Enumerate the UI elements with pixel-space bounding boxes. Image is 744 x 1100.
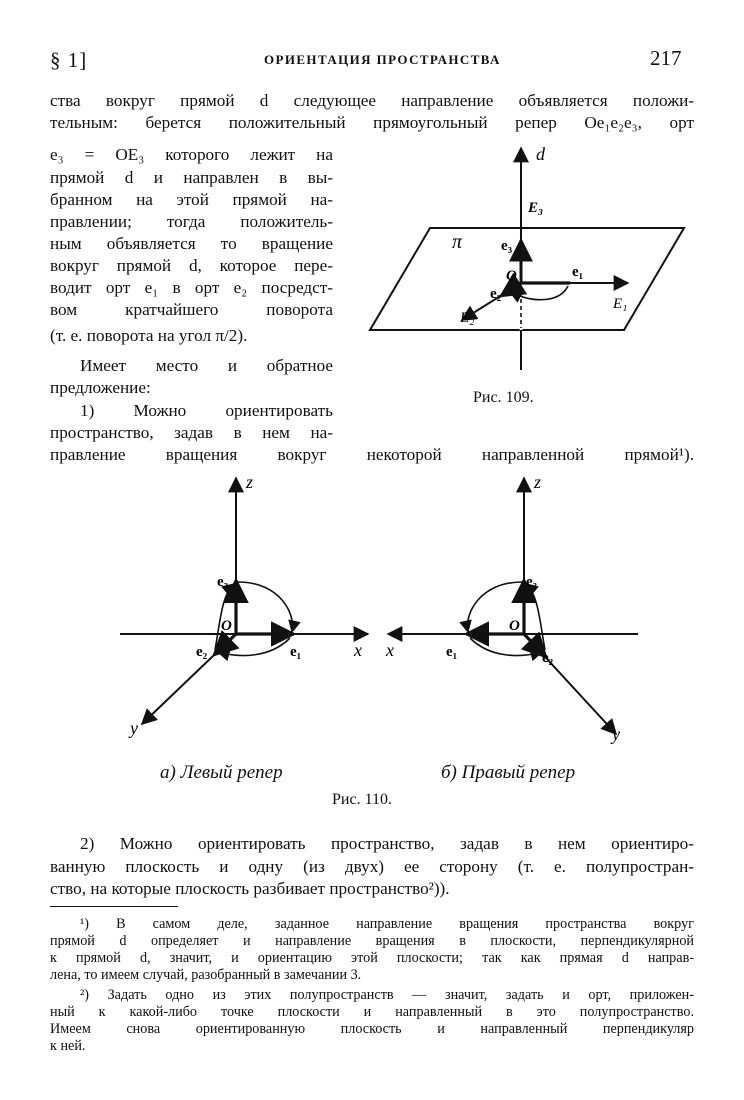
label-O: O xyxy=(506,268,517,284)
left-frame xyxy=(120,472,368,738)
text-line: ства вокруг прямой d следующее направление объявляется положи- xyxy=(50,91,694,110)
text-line: прямой d и направлен в вы- xyxy=(50,168,333,187)
label-y-left: y xyxy=(130,718,138,738)
label-z-left: z xyxy=(246,472,254,492)
label-d: d xyxy=(536,144,545,164)
text-line: ство, на которые плоскость разбивает пространство²)). xyxy=(50,879,450,898)
footnote-1-line: к прямой d, значит, и ориентацию этой плоскости; так как прямая d направ- xyxy=(50,950,694,966)
text-line: e₃ = OE₃ которого лежит на xyxy=(50,145,333,164)
footnote-rule xyxy=(50,906,178,907)
right-frame xyxy=(385,472,638,744)
footnote-2-line: ный к какой-либо точке плоскости и направленный в это полупространство. xyxy=(50,1004,694,1020)
label-E2: E₂ xyxy=(460,310,475,326)
text-line: (т. е. поворота на угол π/2). xyxy=(50,326,248,345)
figure-110 xyxy=(110,472,650,762)
label-x-left: x xyxy=(354,640,362,660)
label-E3: E₃ xyxy=(528,200,544,216)
label-z-right: z xyxy=(534,472,542,492)
text-line: 1) Можно ориентировать xyxy=(80,401,333,420)
plane-pi xyxy=(370,228,684,330)
e2-vector xyxy=(501,283,521,296)
text-line: тельным: берется положительный прямоугольный репер Oe₁e₂e₃, орт xyxy=(50,113,694,132)
figure-110a-caption: а) Левый репер xyxy=(160,762,283,783)
label-O-left: O xyxy=(221,618,232,634)
label-e1-right: e₁ xyxy=(446,644,458,660)
text-line: водит орт e₁ в орт e₂ посредст- xyxy=(50,278,333,297)
footnote-1-line: ¹) В самом деле, заданное направление вращения пространства вокруг xyxy=(80,916,694,932)
text-line: правлении; тогда положитель- xyxy=(50,212,333,231)
text-line: Имеет место и обратное xyxy=(80,356,333,375)
text-line: бранном на этой прямой на- xyxy=(50,190,333,209)
text-line: ным объявляется то вращение xyxy=(50,234,333,253)
label-pi: π xyxy=(452,231,463,253)
figure-109 xyxy=(360,140,700,380)
label-e2-right: e₂ xyxy=(542,650,554,666)
label-e3: e₃ xyxy=(501,238,513,254)
section-marker: § 1] xyxy=(50,48,88,72)
text-line: пространство, задав в нем на- xyxy=(50,423,333,442)
label-x-right: x xyxy=(386,640,394,660)
footnote-2-line: Имеем снова ориентированную плоскость и направленный перпендикуляр xyxy=(50,1021,694,1037)
footnote-1-line: лена, то имеем случай, разобранный в замечании 3. xyxy=(50,967,362,983)
label-y-right: y xyxy=(612,724,620,744)
label-e2-left: e₂ xyxy=(196,644,208,660)
label-e2: e₂ xyxy=(490,286,502,302)
label-e3-right: e₃ xyxy=(526,574,538,590)
running-title: ОРИЕНТАЦИЯ ПРОСТРАНСТВА xyxy=(264,52,501,67)
text-line: ванную плоскость и одну (из двух) ее сторону (т. е. полупростран- xyxy=(50,857,694,876)
figure-109-caption: Рис. 109. xyxy=(473,389,534,406)
page-number: 217 xyxy=(650,46,682,70)
text-line: вом кратчайшего поворота xyxy=(50,300,333,319)
label-E1: E₁ xyxy=(613,296,628,312)
rotation-arc xyxy=(510,286,568,300)
label-e3-left: e₃ xyxy=(217,574,229,590)
label-e1: e₁ xyxy=(572,264,584,280)
figure-110-caption: Рис. 110. xyxy=(332,791,392,808)
label-O-right: O xyxy=(509,618,520,634)
text-line: правление вращения вокруг некоторой направленной прямой¹). xyxy=(50,445,694,464)
text-line: вокруг прямой d, которое пере- xyxy=(50,256,333,275)
footnote-2-line: ²) Задать одно из этих полупространств — значит, задать и орт, приложен- xyxy=(80,987,694,1003)
figure-110b-caption: б) Правый репер xyxy=(441,762,576,783)
arc-e3-e1-left xyxy=(238,582,293,632)
footnote-1-line: прямой d определяет и направление вращения в плоскости, перпендикулярной xyxy=(50,933,694,949)
text-line: 2) Можно ориентировать пространство, задав в нем ориентиро- xyxy=(80,834,694,853)
footnote-2-line: к ней. xyxy=(50,1038,86,1054)
label-e1-left: e₁ xyxy=(290,644,302,660)
text-line: предложение: xyxy=(50,378,151,397)
